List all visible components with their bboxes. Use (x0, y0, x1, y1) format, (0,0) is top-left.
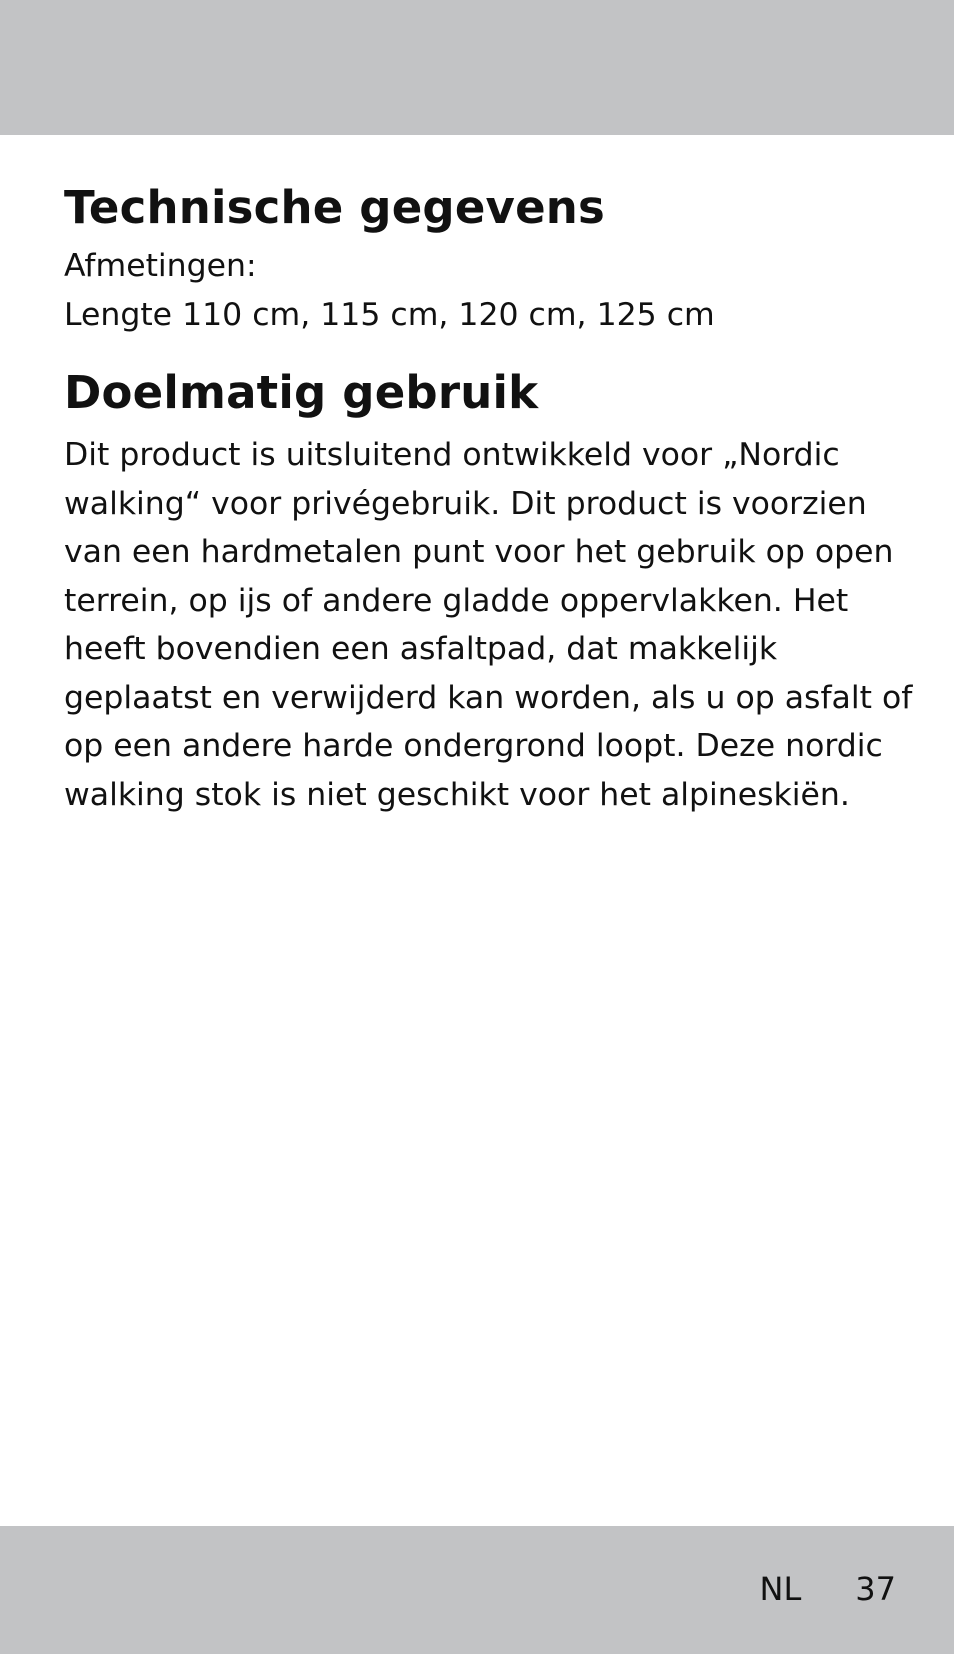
header-band (0, 0, 954, 135)
section-title-technical-data: Technische gegevens (64, 181, 606, 234)
page-footer (760, 1568, 896, 1610)
section-title-intended-use: Doelmatig gebruik (64, 366, 539, 419)
language-code: NL (759, 1570, 802, 1608)
page-content (64, 178, 914, 819)
intended-use-text: Dit product is uitsluitend ontwikkeld voor „Nordic walking“ voor privégebruik. Dit product is voorzien van een hardmetalen punt voor het gebruik op open terrein, op ijs of andere gladde oppervlakken. Het heeft bovendien een asfaltpad, dat makkelijk geplaatst en verwijderd kan worden, als u op asfalt of op een andere harde ondergrond loopt. Deze nordic walking stok is niet geschikt voor het alpineskiën. (64, 437, 913, 813)
dimensions-lengths: Lengte 110 cm, 115 cm, 120 cm, 125 cm (64, 296, 715, 333)
page-number: 37 (855, 1570, 896, 1608)
dimensions-label: Afmetingen: (64, 248, 257, 284)
technical-data-text (64, 242, 914, 339)
